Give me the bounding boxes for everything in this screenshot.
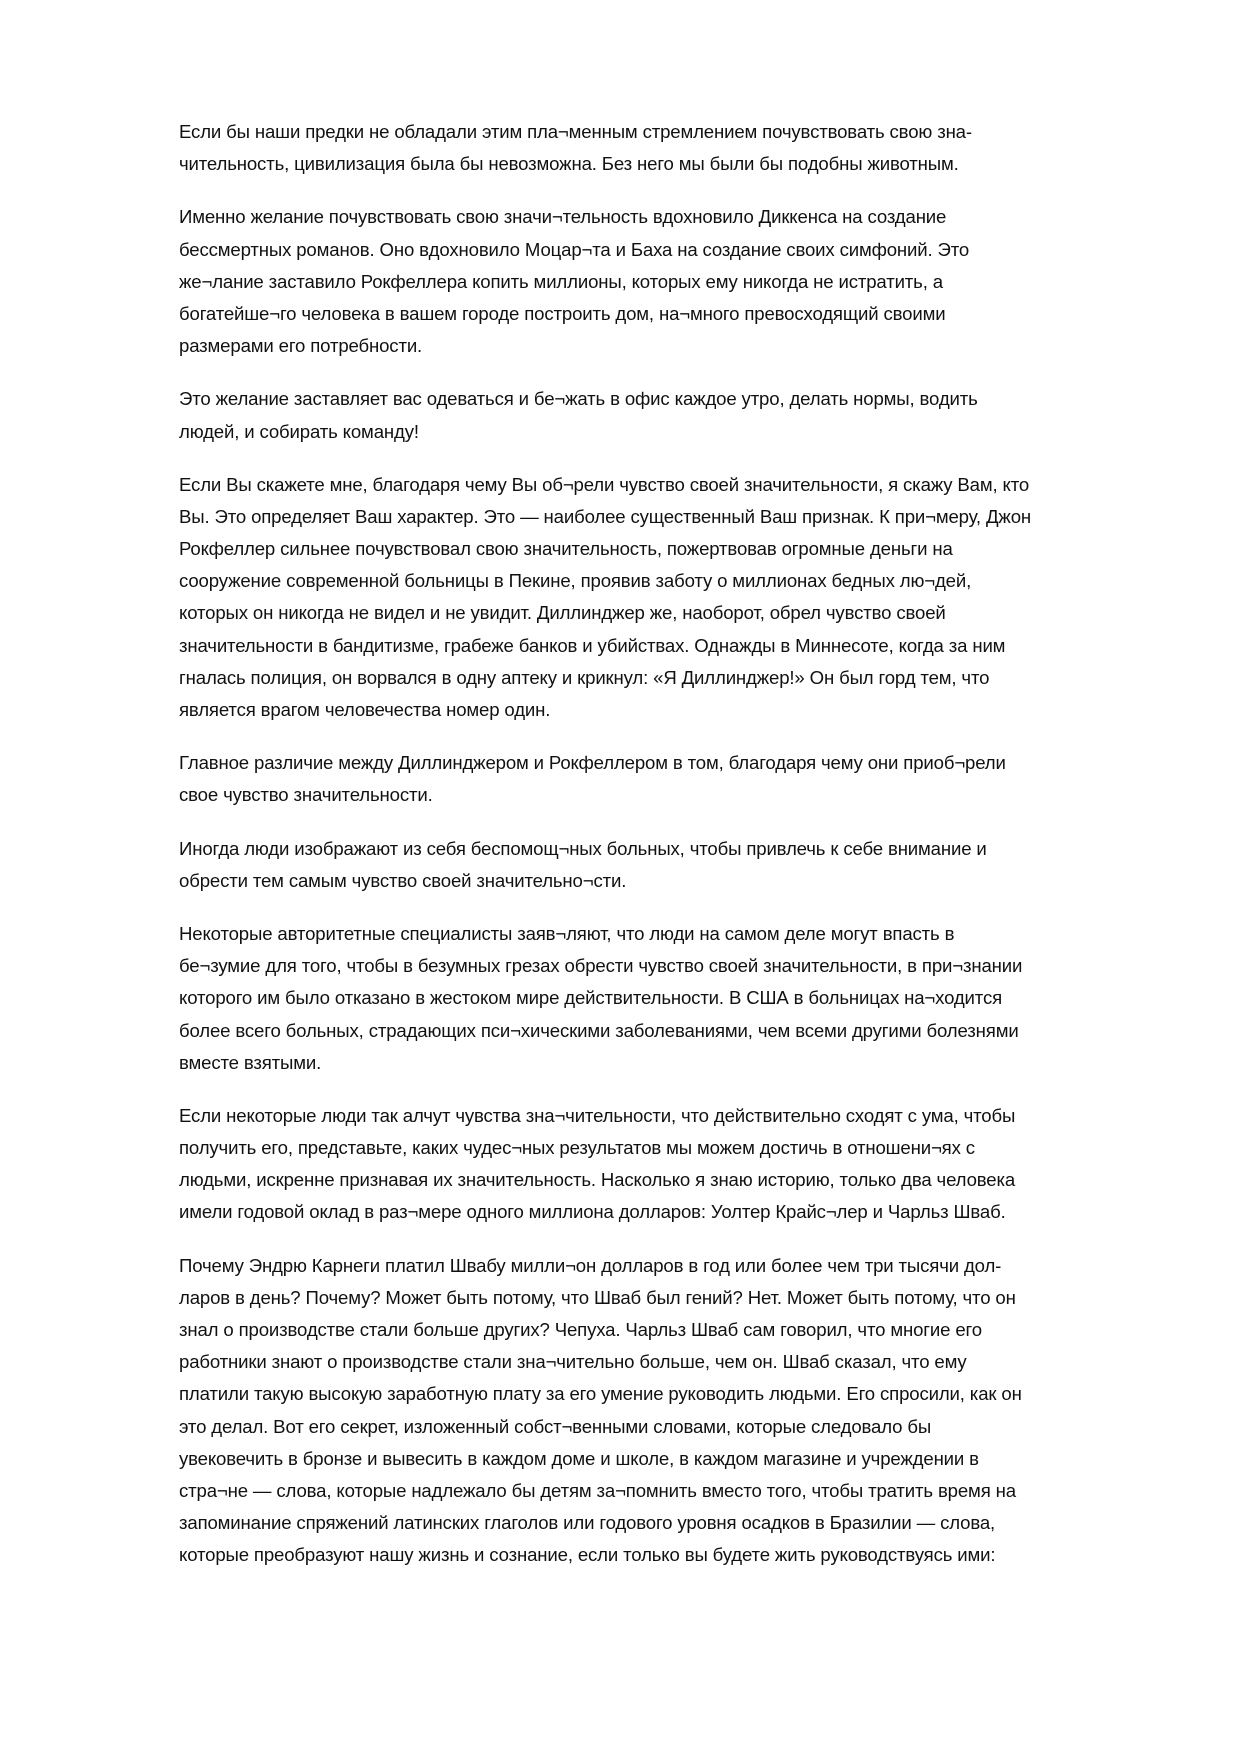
text-line: Некоторые авторитетные специалисты заяв¬ляют, что люди на самом деле могут впасть в	[179, 922, 955, 944]
text-line: бе¬зумие для того, чтобы в безумных грезах обрести чувство своей значительности, в при¬знании	[179, 955, 1023, 977]
text-line: запоминание спряжений латинских глаголов или годового уровня осадков в Бразилии — слова,	[179, 1512, 996, 1534]
text-line: более всего больных, страдающих пси¬хическими заболеваниями, чем всеми другими болезнями	[179, 1019, 1019, 1041]
text-line: Если Вы скажете мне, благодаря чему Вы об¬рели чувство своей значительности, я скажу Вам, кто	[179, 473, 1030, 495]
text-line: сооружение современной больницы в Пекине, проявив заботу о миллионах бедных лю¬дей,	[179, 570, 972, 592]
paragraph	[179, 1100, 1179, 1229]
text-line: размерами его потребности.	[179, 335, 423, 357]
paragraph	[179, 469, 1179, 727]
text-line: получить его, представьте, каких чудес¬ных результатов мы можем достичь в отношени¬ях с	[179, 1137, 975, 1159]
text-line: которых он никогда не видел и не увидит. Диллинджер же, наоборот, обрел чувство своей	[179, 602, 946, 624]
text-line: Иногда люди изображают из себя беспомощ¬ных больных, чтобы привлечь к себе внимание и	[179, 837, 987, 859]
text-line: знал о производстве стали больше других? Чепуха. Чарльз Шваб сам говорил, что многие его	[179, 1319, 982, 1340]
text-line: которого им было отказано в жестоком мире действительности. В США в больницах на¬ходится	[179, 987, 1003, 1009]
paragraph	[179, 747, 1179, 811]
text-line: же¬лание заставило Рокфеллера копить миллионы, которых ему никогда не истратить, а	[179, 270, 943, 292]
text-line: обрести тем самым чувство своей значительно¬сти.	[179, 869, 627, 891]
text-line: увековечить в бронзе и вывесить в каждом доме и школе, в каждом магазине и учреждении в	[179, 1447, 979, 1469]
text-line: чительность, цивилизация была бы невозможна. Без него мы были бы подобны животным.	[179, 153, 959, 175]
text-line: гналась полиция, он ворвался в одну аптеку и крикнул: «Я Диллинджер!» Он был горд тем, что	[179, 666, 990, 688]
paragraph	[179, 1250, 1179, 1572]
text-line: Почему Эндрю Карнеги платил Швабу милли¬он долларов в год или более чем три тысячи дол-	[179, 1254, 1002, 1276]
text-line: бессмертных романов. Оно вдохновило Моцар¬та и Баха на создание своих симфоний. Это	[179, 238, 970, 260]
paragraph	[179, 918, 1179, 1079]
paragraph	[179, 201, 1179, 362]
text-line: Вы. Это определяет Ваш характер. Это — наиболее существенный Ваш признак. К при¬меру, Джон	[179, 505, 1032, 527]
text-line: Если некоторые люди так алчут чувства зна¬чительности, что действительно сходят с ума, чтобы	[179, 1104, 1016, 1126]
paragraph	[179, 116, 1179, 180]
text-line: Рокфеллер сильнее почувствовал свою значительность, пожертвовав огромные деньги на	[179, 538, 953, 560]
paragraph	[179, 383, 1179, 447]
text-line: Главное различие между Диллинджером и Рокфеллером в том, благодаря чему они приоб¬рели	[179, 752, 1006, 774]
text-line: людьми, искренне признавая их значительность. Насколько я знаю историю, только два человека	[179, 1169, 1016, 1191]
document-page	[179, 116, 1179, 1593]
text-line: значительности в бандитизме, грабеже банков и убийствах. Однажды в Миннесоте, когда за ним	[179, 634, 1006, 656]
text-line: Именно желание почувствовать свою значи¬тельность вдохновило Диккенса на создание	[179, 206, 947, 228]
text-line: является врагом человечества номер один.	[179, 699, 551, 720]
text-line: богатейше¬го человека в вашем городе построить дом, на¬много превосходящий своими	[179, 302, 946, 324]
paragraph	[179, 833, 1179, 897]
text-line: вместе взятыми.	[179, 1051, 322, 1073]
text-line: Это желание заставляет вас одеваться и бе¬жать в офис каждое утро, делать нормы, водить	[179, 388, 978, 410]
text-line: работники знают о производстве стали зна¬чительно больше, чем он. Шваб сказал, что ему	[179, 1351, 967, 1373]
text-line: людей, и собирать команду!	[179, 420, 419, 442]
text-line: Если бы наши предки не обладали этим пла¬менным стремлением почувствовать свою зна-	[179, 121, 972, 142]
text-line: ларов в день? Почему? Может быть потому, что Шваб был гений? Нет. Может быть потому, что он	[179, 1286, 1016, 1308]
text-line: имели годовой оклад в раз¬мере одного миллиона долларов: Уолтер Крайс¬лер и Чарльз Шваб.	[179, 1201, 1006, 1223]
text-line: это делал. Вот его секрет, изложенный собст¬венными словами, которые следовало бы	[179, 1415, 932, 1437]
text-line: платили такую высокую заработную плату за его умение руководить людьми. Его спросили, как он	[179, 1383, 1022, 1405]
text-line: стра¬не — слова, которые надлежало бы детям за¬помнить вместо того, чтобы тратить время на	[179, 1479, 1016, 1501]
text-line: свое чувство значительности.	[179, 784, 433, 806]
text-line: которые преобразуют нашу жизнь и сознание, если только вы будете жить руководствуясь ими:	[179, 1544, 996, 1566]
